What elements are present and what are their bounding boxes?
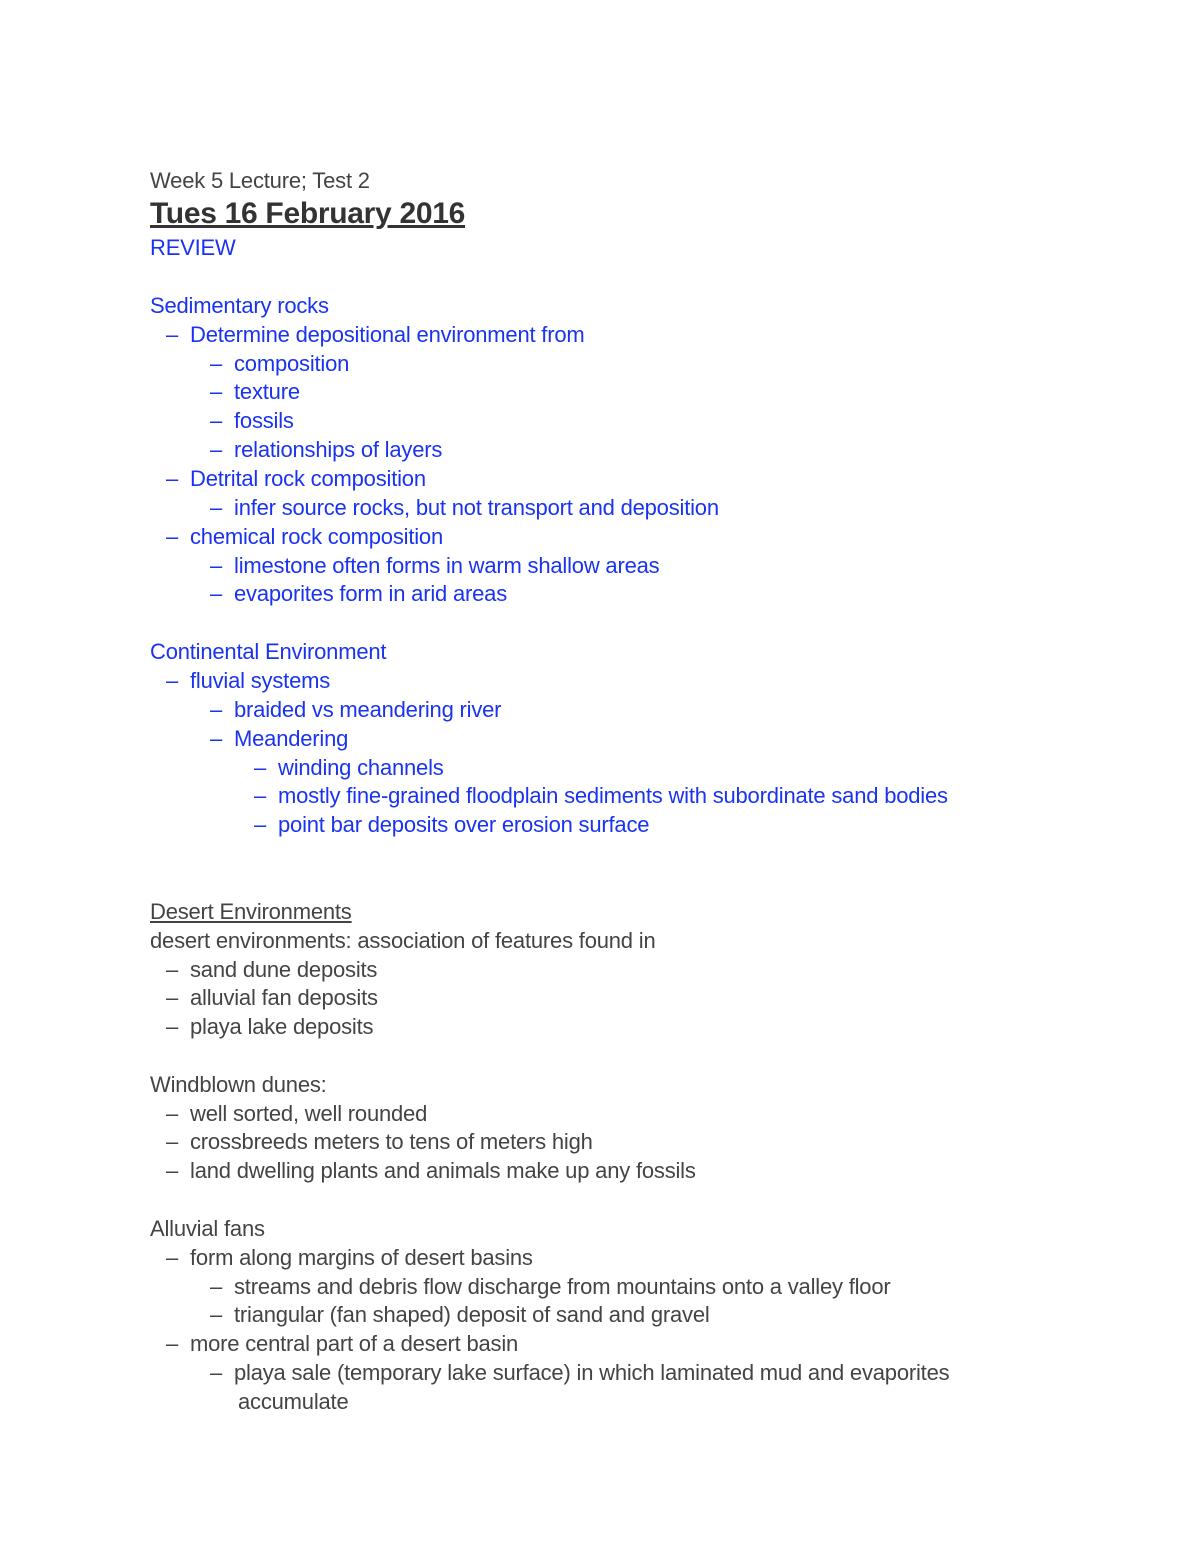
dash-bullet: – bbox=[210, 351, 223, 376]
dash-bullet: – bbox=[210, 1274, 223, 1299]
dash-bullet: – bbox=[166, 957, 179, 982]
list-item: – Meandering bbox=[210, 726, 349, 751]
list-item: – Detrital rock composition bbox=[166, 466, 426, 491]
dash-bullet: – bbox=[210, 379, 223, 404]
list-item: – triangular (fan shaped) deposit of sand and gravel bbox=[210, 1302, 710, 1327]
list-item: – mostly fine-grained floodplain sediments with subordinate sand bodies bbox=[254, 783, 948, 808]
list-item: – relationships of layers bbox=[210, 437, 443, 462]
dash-bullet: – bbox=[166, 322, 179, 347]
dash-bullet: – bbox=[166, 1331, 179, 1356]
list-item: – playa sale (temporary lake surface) in which laminated mud and evaporites bbox=[210, 1360, 950, 1385]
dash-bullet: – bbox=[166, 466, 179, 491]
section-heading-desert: Desert Environments bbox=[150, 899, 352, 924]
dash-bullet: – bbox=[166, 1158, 179, 1183]
list-item: – chemical rock composition bbox=[166, 524, 443, 549]
dash-bullet: – bbox=[166, 985, 179, 1010]
dash-bullet: – bbox=[210, 495, 223, 520]
list-item: – winding channels bbox=[254, 755, 444, 780]
list-item-continuation: accumulate bbox=[238, 1389, 349, 1414]
list-item: – more central part of a desert basin bbox=[166, 1331, 519, 1356]
list-item: – playa lake deposits bbox=[166, 1014, 374, 1039]
section-heading-sedimentary: Sedimentary rocks bbox=[150, 293, 329, 318]
list-item: – land dwelling plants and animals make up any fossils bbox=[166, 1158, 696, 1183]
dash-bullet: – bbox=[210, 726, 223, 751]
dash-bullet: – bbox=[166, 1101, 179, 1126]
dash-bullet: – bbox=[254, 783, 267, 808]
list-item: – point bar deposits over erosion surface bbox=[254, 812, 650, 837]
dash-bullet: – bbox=[166, 1245, 179, 1270]
section-heading-windblown: Windblown dunes: bbox=[150, 1072, 327, 1097]
section-heading-continental: Continental Environment bbox=[150, 639, 387, 664]
dash-bullet: – bbox=[166, 668, 179, 693]
list-item: – streams and debris flow discharge from mountains onto a valley floor bbox=[210, 1274, 891, 1299]
list-item: – well sorted, well rounded bbox=[166, 1101, 428, 1126]
review-label: REVIEW bbox=[150, 235, 236, 260]
dash-bullet: – bbox=[210, 1360, 223, 1385]
list-item: – limestone often forms in warm shallow areas bbox=[210, 553, 660, 578]
list-item: – braided vs meandering river bbox=[210, 697, 502, 722]
list-item: – sand dune deposits bbox=[166, 957, 378, 982]
dash-bullet: – bbox=[254, 812, 267, 837]
list-item: – form along margins of desert basins bbox=[166, 1245, 533, 1270]
list-item: – infer source rocks, but not transport and deposition bbox=[210, 495, 719, 520]
lecture-subtitle: Week 5 Lecture; Test 2 bbox=[150, 168, 370, 193]
dash-bullet: – bbox=[166, 1129, 179, 1154]
dash-bullet: – bbox=[210, 1302, 223, 1327]
list-item: – fluvial systems bbox=[166, 668, 331, 693]
list-item: – evaporites form in arid areas bbox=[210, 581, 507, 606]
dash-bullet: – bbox=[210, 553, 223, 578]
dash-bullet: – bbox=[254, 755, 267, 780]
list-item: – composition bbox=[210, 351, 350, 376]
dash-bullet: – bbox=[210, 408, 223, 433]
dash-bullet: – bbox=[166, 1014, 179, 1039]
list-item: – Determine depositional environment from bbox=[166, 322, 585, 347]
list-item: – fossils bbox=[210, 408, 294, 433]
page-title: Tues 16 February 2016 bbox=[150, 197, 465, 230]
dash-bullet: – bbox=[166, 524, 179, 549]
list-item: – texture bbox=[210, 379, 300, 404]
desert-intro: desert environments: association of features found in bbox=[150, 928, 656, 953]
dash-bullet: – bbox=[210, 581, 223, 606]
dash-bullet: – bbox=[210, 697, 223, 722]
list-item: – crossbreeds meters to tens of meters high bbox=[166, 1129, 593, 1154]
list-item: – alluvial fan deposits bbox=[166, 985, 378, 1010]
dash-bullet: – bbox=[210, 437, 223, 462]
section-heading-alluvial: Alluvial fans bbox=[150, 1216, 265, 1241]
